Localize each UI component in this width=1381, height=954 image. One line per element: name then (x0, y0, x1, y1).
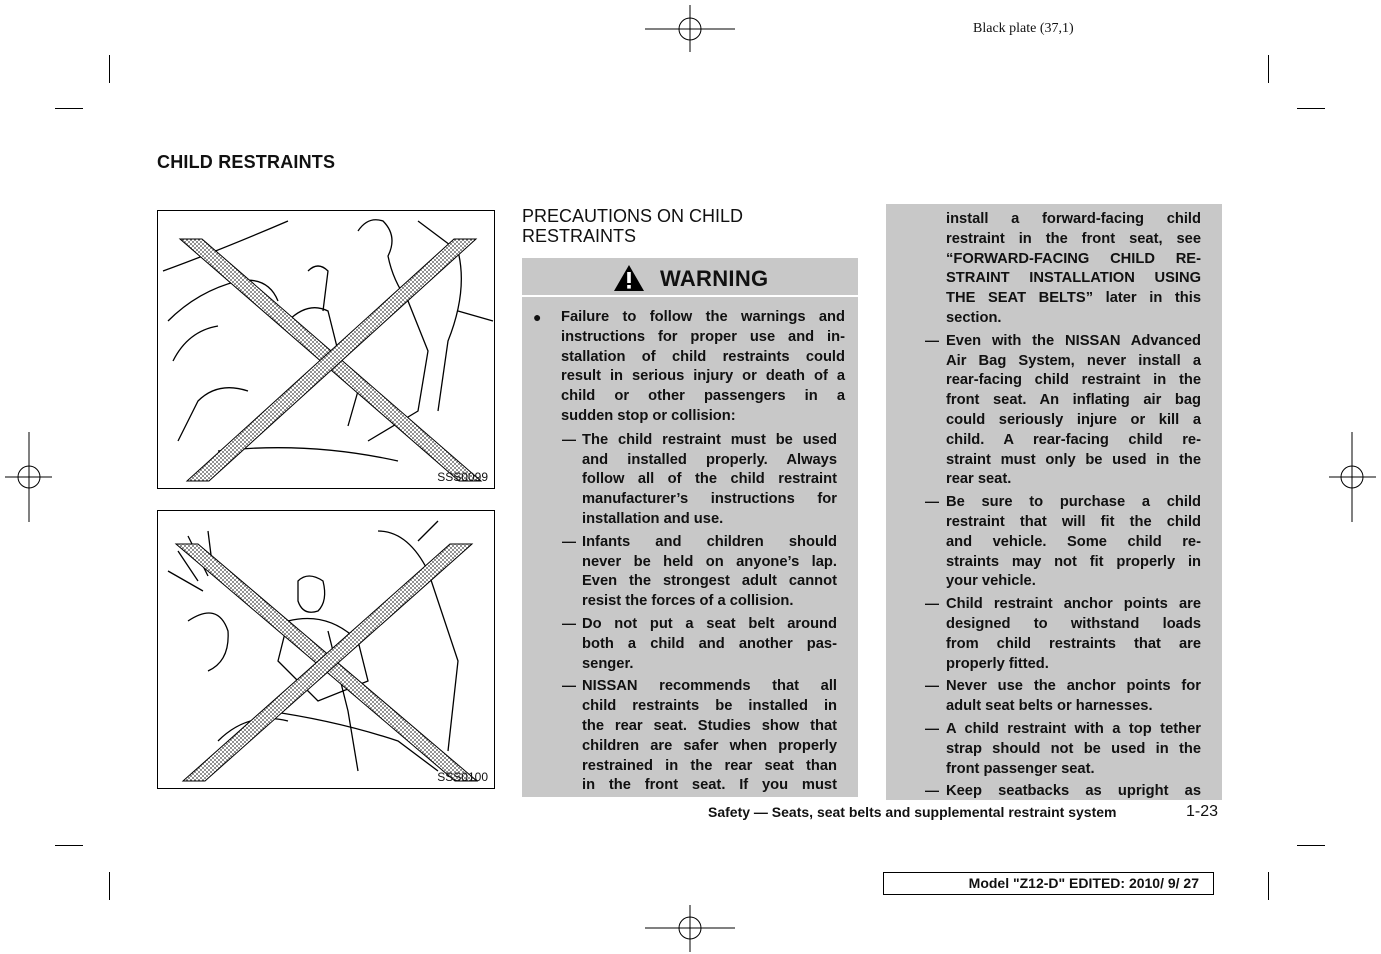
dash-marker: — (925, 720, 939, 736)
text-line: child restraints be installed in (582, 698, 837, 715)
figure-code: SSS0100 (437, 770, 488, 784)
text-line: child or other passengers in a (561, 388, 845, 405)
bullet-icon: ● (533, 309, 542, 325)
text-line: A child restraint with a top tether (946, 721, 1201, 737)
text-line: sudden stop or collision: (561, 408, 736, 424)
text-line: section. (946, 310, 1002, 326)
text-line: Failure to follow the warnings and (561, 309, 845, 325)
text-line: properly fitted. (946, 655, 1049, 672)
section-title: CHILD RESTRAINTS (157, 152, 336, 172)
text-line: Be sure to purchase a child (946, 494, 1201, 511)
text-line: Even with the NISSAN Advanced (946, 332, 1201, 349)
model-stamp: Model "Z12-D" EDITED: 2010/ 9/ 27 (883, 872, 1214, 895)
dash-marker: — (925, 677, 939, 694)
text-line: Keep seatbacks as upright as (946, 783, 1201, 800)
plate-label: Black plate (37,1) (973, 21, 1074, 36)
text-line: Air Bag System, never install a (946, 352, 1201, 369)
text-line: never be held on anyone’s lap. (582, 553, 837, 570)
dash-marker: — (925, 782, 939, 799)
dash-marker: — (925, 595, 939, 612)
footer-section-title: Safety — Seats, seat belts and supplemental restraint system (708, 804, 1117, 820)
text-line: result in serious injury or death of a (561, 368, 845, 385)
text-line: instructions for proper use and in- (561, 328, 845, 345)
text-line: in the front seat. If you must (582, 777, 837, 794)
illustration-child-in-front-seat (158, 511, 494, 788)
text-line: manufacturer’s instructions for (582, 491, 837, 508)
text-line: follow all of the child restraint (582, 471, 837, 488)
page-number: 1-23 (1186, 803, 1219, 820)
dash-marker: — (562, 532, 576, 549)
text-line: Do not put a seat belt around (582, 616, 837, 632)
illustration-child-on-lap (158, 211, 494, 488)
text-line: “FORWARD-FACING CHILD RE- (946, 250, 1201, 267)
text-line: restraint that will fit the child (946, 514, 1201, 530)
text-line: straint must only be used in the (946, 451, 1201, 468)
text-line: child. A rear-facing child re- (946, 431, 1201, 448)
text-line: senger. (582, 655, 634, 672)
figure-sss0100 (157, 510, 495, 789)
text-line: and vehicle. Some child re- (946, 533, 1201, 550)
warning-header (522, 258, 858, 295)
text-line: install a forward-facing child (946, 211, 1201, 227)
text-line: The child restraint must be used (582, 431, 837, 448)
text-line: rear-facing child restraint in the (946, 372, 1201, 389)
text-line: Never use the anchor points for (946, 678, 1201, 695)
dash-marker: — (925, 493, 939, 510)
dash-marker: — (562, 677, 576, 694)
text-line: both a child and another pas- (582, 635, 837, 652)
text-line: THE SEAT BELTS” later in this (946, 290, 1201, 307)
text-line: rear seat. (946, 471, 1012, 488)
text-line: designed to withstand loads (946, 616, 1201, 632)
text-line: front seat. An inflating air bag (946, 392, 1201, 409)
text-line: straints may not fit properly in (946, 553, 1201, 570)
text-line: Child restraint anchor points are (946, 596, 1201, 613)
text-line: from child restraints that are (946, 635, 1201, 652)
text-line: adult seat belts or harnesses. (946, 698, 1153, 715)
text-line: installation and use. (582, 511, 724, 527)
text-line: Infants and children should (582, 533, 837, 550)
dash-marker: — (925, 331, 939, 348)
text-line: the rear seat. Studies show that (582, 718, 837, 734)
text-line: Even the strongest adult cannot (582, 573, 837, 590)
dash-marker: — (562, 615, 576, 631)
dash-marker: — (562, 430, 576, 447)
text-line: restrained in the rear seat than (582, 757, 837, 774)
text-line: resist the forces of a collision. (582, 593, 794, 610)
text-line: restraint in the front seat, see (946, 230, 1201, 247)
warning-label: WARNING (660, 266, 769, 291)
text-line: could seriously injure or kill a (946, 412, 1201, 428)
text-line: NISSAN recommends that all (582, 678, 837, 695)
text-line: strap should not be used in the (946, 740, 1201, 757)
text-line: STRAINT INSTALLATION USING (946, 270, 1201, 287)
text-line: front passenger seat. (946, 760, 1095, 777)
warning-icon (612, 263, 646, 293)
text-line: children are safer when properly (582, 737, 837, 754)
text-line: and installed properly. Always (582, 451, 837, 468)
figure-sss0099 (157, 210, 495, 489)
text-line: stallation of child restraints could (561, 348, 845, 365)
precautions-heading: PRECAUTIONS ON CHILD RESTRAINTS (522, 206, 744, 246)
text-line: your vehicle. (946, 573, 1036, 590)
figure-code: SSS0099 (437, 470, 488, 484)
